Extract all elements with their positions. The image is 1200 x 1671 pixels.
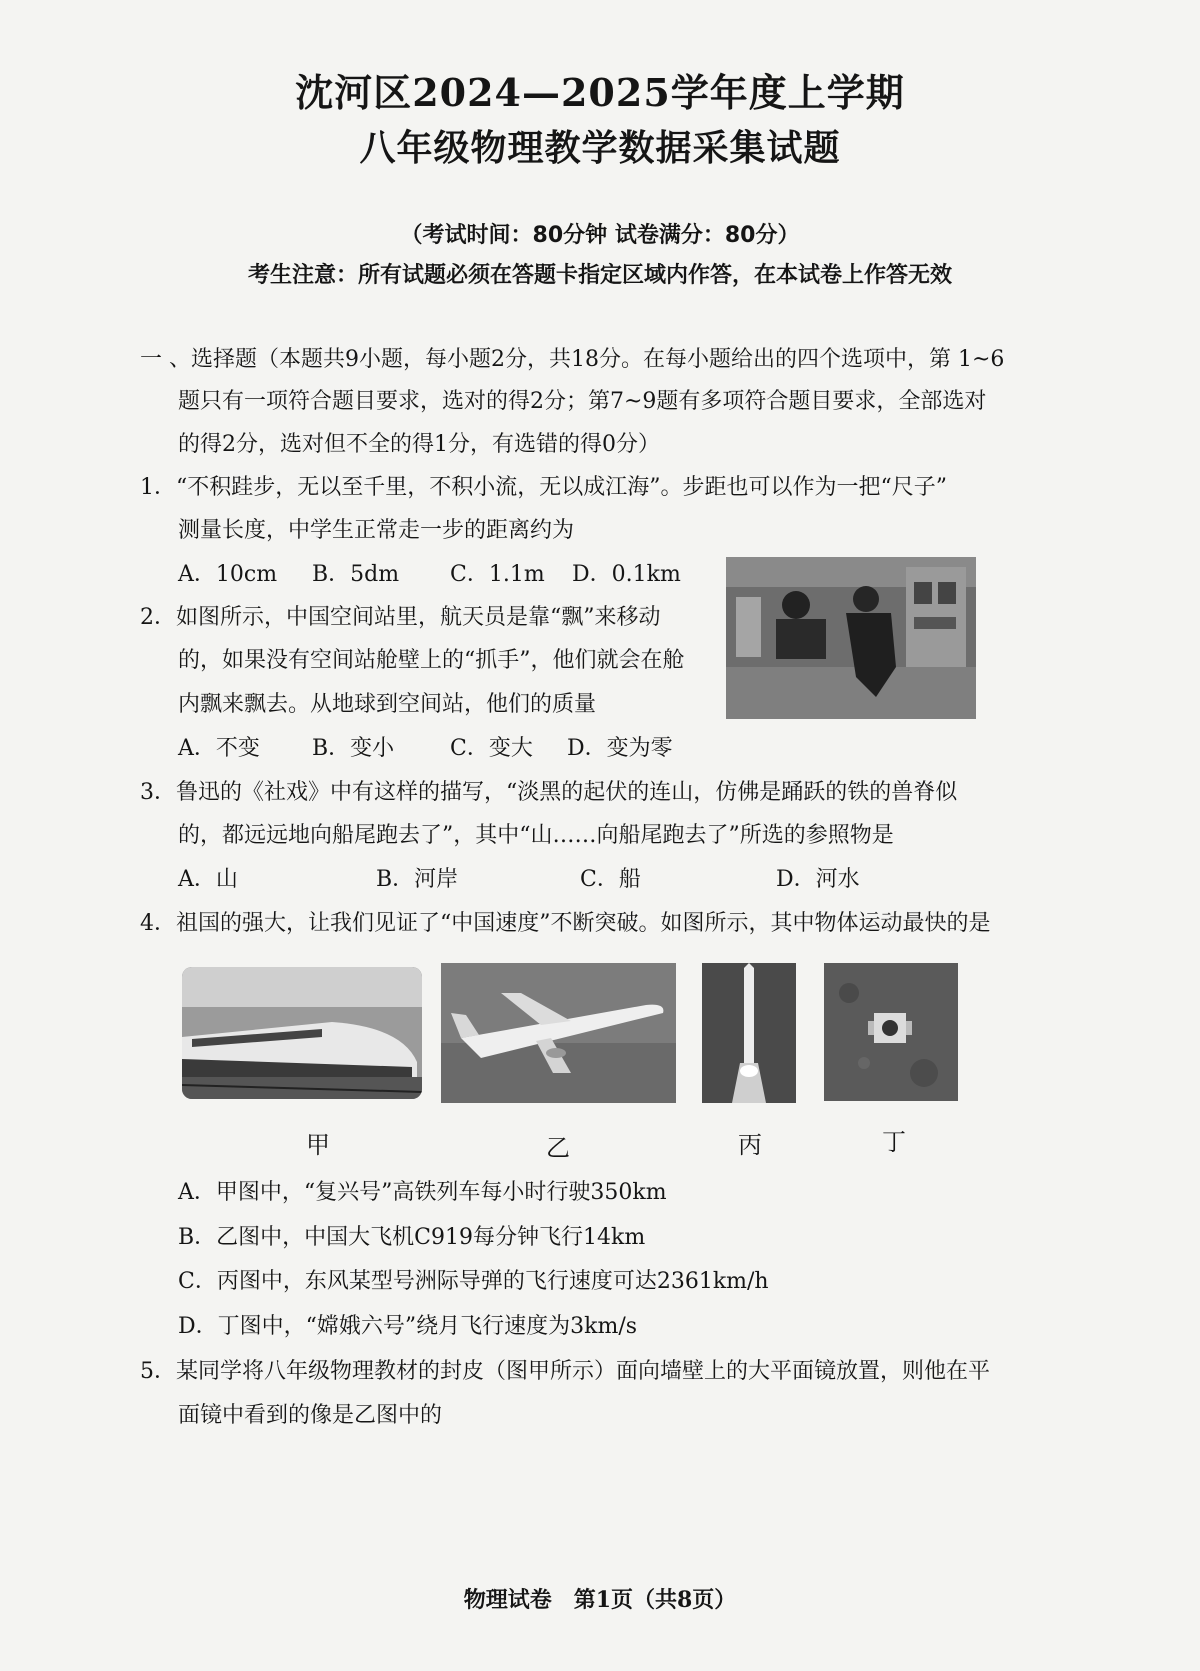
question-2-option-d: D．变为零 (567, 736, 673, 761)
exam-title: 沈河区2024—2025学年度上学期 (295, 70, 905, 115)
question-1-stem: 测量长度，中学生正常走一步的距离约为 (178, 518, 575, 543)
question-3-stem: 3．鲁迅的《社戏》中有这样的描写，“淡黑的起伏的连山，仿佛是踊跃的铁的兽脊似 (140, 780, 958, 805)
question-1-option-c: C．1.1m (450, 562, 545, 587)
question-4-stem: 4．祖国的强大，让我们见证了“中国速度”不断突破。如图所示，其中物体运动最快的是 (140, 911, 991, 936)
exam-info: （考试时间：80分钟 试卷满分：80分） (400, 223, 800, 248)
question-2-stem: 内飘来飘去。从地球到空间站，他们的质量 (178, 692, 597, 717)
question-5-stem: 面镜中看到的像是乙图中的 (178, 1403, 443, 1428)
question-2-stem: 2．如图所示，中国空间站里，航天员是靠“飘”来移动 (140, 605, 661, 630)
question-2-option-b: B．变小 (312, 736, 395, 761)
exam-notice: 考生注意：所有试题必须在答题卡指定区域内作答，在本试卷上作答无效 (247, 263, 952, 288)
question-1-option-b: B．5dm (312, 562, 400, 587)
question-2-option-a: A．不变 (178, 736, 260, 761)
exam-subtitle: 八年级物理教学数据采集试题 (359, 127, 841, 169)
question-3-stem: 的，都远远地向船尾跑去了”，其中“山……向船尾跑去了”所选的参照物是 (178, 823, 894, 848)
space-station-photo (726, 557, 976, 719)
section-instructions-line: 一 、选择题（本题共9小题，每小题2分，共18分。在每小题给出的四个选项中，第 1~6 (140, 347, 1005, 372)
question-3-option-a: A．山 (178, 867, 238, 892)
figure-caption-ding: 丁 (882, 1128, 906, 1156)
question-1-option-a: A．10cm (178, 562, 278, 587)
question-5-stem: 5．某同学将八年级物理教材的封皮（图甲所示）面向墙壁上的大平面镜放置，则他在平 (140, 1359, 990, 1384)
question-3-option-d: D．河水 (776, 867, 860, 892)
question-1-stem: 1．“不积跬步，无以至千里，不积小流，无以成江海”。步距也可以作为一把“尺子” (140, 475, 947, 500)
figure-caption-yi: 乙 (546, 1134, 570, 1162)
question-4-option-a: A．甲图中，“复兴号”高铁列车每小时行驶350km (178, 1180, 667, 1205)
section-instructions-line: 题只有一项符合题目要求，选对的得2分；第7~9题有多项符合题目要求，全部选对 (178, 389, 987, 414)
figure-caption-jia: 甲 (306, 1131, 330, 1159)
high-speed-train-photo (182, 967, 422, 1099)
question-4-option-c: C．丙图中，东风某型号洲际导弹的飞行速度可达2361km/h (178, 1269, 769, 1294)
missile-launch-photo (702, 963, 796, 1103)
question-2-stem: 的，如果没有空间站舱壁上的“抓手”，他们就会在舱 (178, 648, 685, 673)
question-3-option-b: B．河岸 (376, 867, 459, 892)
question-1-option-d: D．0.1km (572, 562, 681, 587)
figure-caption-bing: 丙 (738, 1131, 762, 1159)
chang-e-6-photo (824, 963, 958, 1101)
question-4-option-d: D．丁图中，“嫦娥六号”绕月飞行速度为3km/s (178, 1314, 638, 1339)
c919-airplane-photo (441, 963, 676, 1103)
question-3-option-c: C．船 (580, 867, 641, 892)
question-2-option-c: C．变大 (450, 736, 533, 761)
page-footer: 物理试卷 第1页（共8页） (463, 1587, 737, 1613)
section-instructions-line: 的得2分，选对但不全的得1分，有选错的得0分） (178, 432, 660, 457)
question-4-option-b: B．乙图中，中国大飞机C919每分钟飞行14km (178, 1225, 646, 1250)
